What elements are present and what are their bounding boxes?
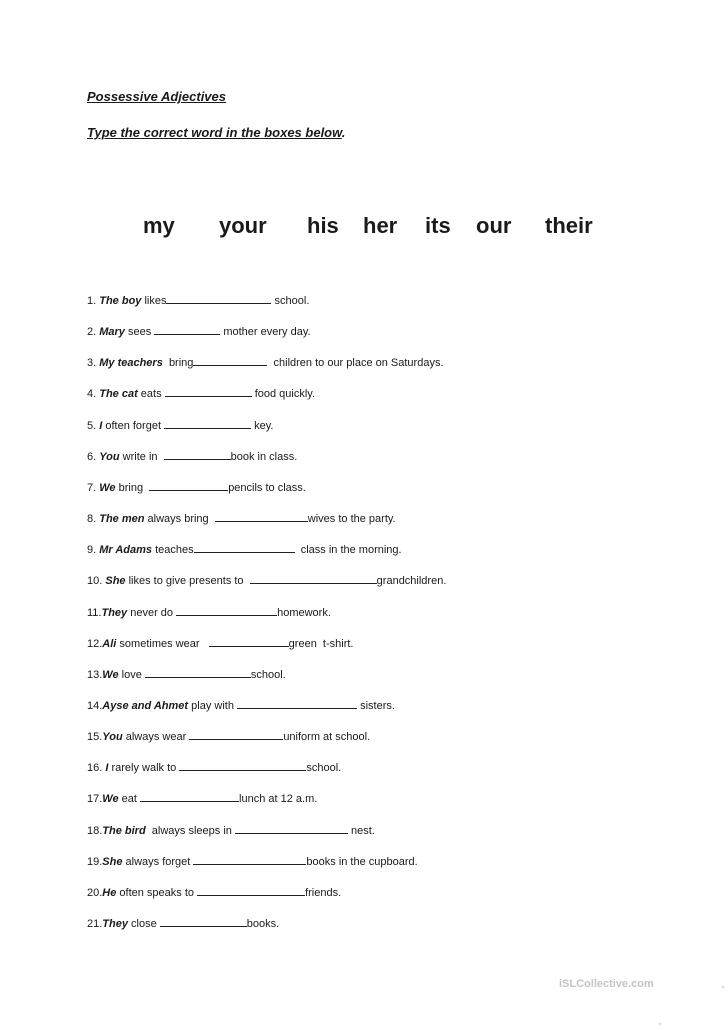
answer-blank[interactable]: [140, 790, 239, 802]
answer-blank[interactable]: [215, 510, 308, 522]
item-number: 18.: [87, 824, 103, 837]
item-subject: The boy: [99, 295, 142, 307]
item-subject: They: [101, 606, 128, 619]
exercise-item: [87, 510, 396, 526]
item-text-before: always forget: [122, 855, 194, 868]
answer-blank[interactable]: [235, 822, 348, 834]
exercise-item: [87, 853, 418, 869]
exercise-item: [87, 604, 331, 620]
item-subject: Ali: [102, 637, 117, 650]
word-bank-my: my: [143, 213, 175, 238]
item-subject: I: [99, 419, 103, 432]
item-text-after: school.: [306, 762, 342, 775]
item-text-before: rarely walk to: [108, 762, 180, 775]
item-text-before: always wear: [122, 731, 190, 744]
item-number: 1.: [87, 295, 100, 307]
item-text-after: food quickly.: [251, 388, 316, 401]
answer-blank[interactable]: [197, 884, 305, 896]
item-text-after: mother every day.: [220, 326, 311, 339]
item-text-before: play with: [188, 699, 238, 712]
item-subject: She: [102, 855, 123, 868]
item-subject: You: [102, 731, 123, 744]
item-subject: You: [99, 450, 120, 463]
item-number: 16.: [87, 762, 106, 775]
instruction-period: .: [341, 125, 346, 140]
item-text-after: grandchildren.: [376, 575, 447, 588]
answer-blank[interactable]: [194, 541, 295, 553]
word-bank-her: her: [363, 213, 398, 238]
answer-blank[interactable]: [149, 479, 228, 491]
answer-blank[interactable]: [165, 385, 252, 397]
item-text-before: likes: [141, 295, 167, 307]
item-text-before: write in: [119, 450, 164, 463]
item-number: 10.: [87, 575, 106, 588]
worksheet-title: Possessive Adjectives: [87, 89, 226, 104]
watermark: iSLCollective.com: [559, 978, 654, 990]
answer-blank[interactable]: [166, 292, 271, 304]
exercise-item: [87, 728, 370, 744]
item-number: 9.: [87, 544, 100, 557]
item-number: 20.: [87, 886, 103, 899]
item-subject: My teachers: [99, 357, 163, 370]
word-bank-their: their: [545, 213, 593, 238]
item-text-after: sisters.: [357, 699, 395, 712]
item-number: 5.: [87, 419, 100, 432]
exercise-item: [87, 385, 315, 401]
item-text-after: wives to the party.: [307, 513, 396, 526]
exercise-item: [87, 666, 286, 682]
item-text-before: bring: [115, 481, 150, 494]
item-subject: We: [102, 668, 119, 681]
item-text-before: bring: [162, 357, 194, 370]
answer-blank[interactable]: [237, 697, 357, 709]
answer-blank[interactable]: [193, 354, 267, 366]
item-number: 19.: [87, 855, 103, 868]
item-text-before: sometimes wear: [116, 637, 209, 650]
answer-blank[interactable]: [176, 604, 277, 616]
exercise-item: [87, 915, 279, 931]
item-text-before: eats: [137, 388, 165, 401]
item-number: 12.: [87, 637, 103, 650]
item-text-after: school.: [271, 295, 310, 307]
answer-blank[interactable]: [164, 417, 251, 429]
item-subject: Ayse and Ahmet: [102, 699, 189, 712]
answer-blank[interactable]: [189, 728, 283, 740]
item-number: 7.: [87, 481, 100, 494]
answer-blank[interactable]: [164, 448, 231, 460]
item-subject: The bird: [102, 824, 146, 837]
exercise-item: [87, 323, 311, 339]
item-subject: The men: [99, 513, 145, 526]
exercise-item: [87, 572, 446, 588]
instruction: [87, 125, 345, 140]
item-number: 17.: [87, 793, 103, 806]
item-text-after: key.: [251, 419, 274, 432]
answer-blank[interactable]: [209, 635, 289, 647]
word-bank-your: your: [219, 213, 267, 238]
item-text-before: never do: [127, 606, 177, 619]
item-text-before: eat: [118, 793, 141, 806]
exercise-item: [87, 697, 395, 713]
item-text-before: teaches: [152, 544, 194, 557]
item-number: 4.: [87, 388, 100, 401]
item-text-before: close: [127, 918, 160, 930]
item-text-after: books.: [246, 918, 280, 930]
item-text-before: often forget: [102, 419, 165, 432]
answer-blank[interactable]: [154, 323, 220, 335]
exercise-item: [87, 822, 375, 838]
item-text-after: books in the cupboard.: [306, 855, 418, 868]
word-bank-his: his: [307, 213, 339, 238]
answer-blank[interactable]: [179, 759, 306, 771]
word-bank-our: our: [476, 213, 512, 238]
exercise-item: [87, 448, 297, 464]
item-text-after: children to our place on Saturdays.: [267, 357, 444, 370]
item-subject: She: [105, 575, 126, 588]
item-text-after: green t-shirt.: [288, 637, 354, 650]
item-text-after: homework.: [277, 606, 331, 619]
item-subject: They: [102, 918, 128, 930]
exercise-item: [87, 790, 317, 806]
item-subject: He: [102, 886, 117, 899]
item-subject: Mr Adams: [99, 544, 153, 557]
item-subject: Mary: [99, 326, 125, 339]
answer-blank[interactable]: [145, 666, 251, 678]
item-text-before: often speaks to: [116, 886, 198, 899]
item-text-after: nest.: [347, 824, 375, 837]
item-number: 2.: [87, 326, 100, 339]
item-text-before: sees: [124, 326, 155, 339]
item-text-after: friends.: [305, 886, 342, 899]
item-number: 14.: [87, 699, 103, 712]
item-subject: I: [105, 762, 109, 775]
item-number: 13.: [87, 668, 103, 681]
exercise-item: [87, 354, 444, 370]
instruction-text: Type the correct word in the boxes below: [87, 125, 342, 140]
speck: [659, 1023, 661, 1025]
item-subject: The cat: [99, 388, 138, 401]
item-text-after: lunch at 12 a.m.: [239, 793, 318, 806]
item-number: 6.: [87, 450, 100, 463]
item-text-before: likes to give presents to: [125, 575, 250, 588]
item-text-after: class in the morning.: [294, 544, 402, 557]
item-text-before: love: [118, 668, 145, 681]
exercise-item: [87, 417, 273, 433]
item-number: 15.: [87, 731, 103, 744]
item-number: 3.: [87, 357, 100, 370]
item-subject: We: [102, 793, 119, 806]
exercise-item: [87, 479, 306, 495]
item-text-after: school.: [250, 668, 286, 681]
exercise-item: [87, 292, 309, 308]
answer-blank[interactable]: [193, 853, 306, 865]
word-bank-its: its: [425, 213, 451, 238]
speck: [722, 986, 724, 988]
item-text-after: book in class.: [230, 450, 298, 463]
exercise-item: [87, 541, 402, 557]
item-text-before: always bring: [144, 513, 215, 526]
exercise-item: [87, 884, 341, 900]
item-subject: We: [99, 481, 116, 494]
answer-blank[interactable]: [250, 572, 377, 584]
item-text-after: pencils to class.: [228, 481, 306, 494]
item-number: 11.: [87, 606, 102, 619]
item-text-after: uniform at school.: [283, 731, 371, 744]
item-number: 21.: [87, 918, 103, 930]
item-text-before: always sleeps in: [145, 824, 235, 837]
exercise-item: [87, 759, 341, 775]
item-number: 8.: [87, 513, 100, 526]
answer-blank[interactable]: [160, 915, 247, 927]
exercise-item: [87, 635, 353, 651]
